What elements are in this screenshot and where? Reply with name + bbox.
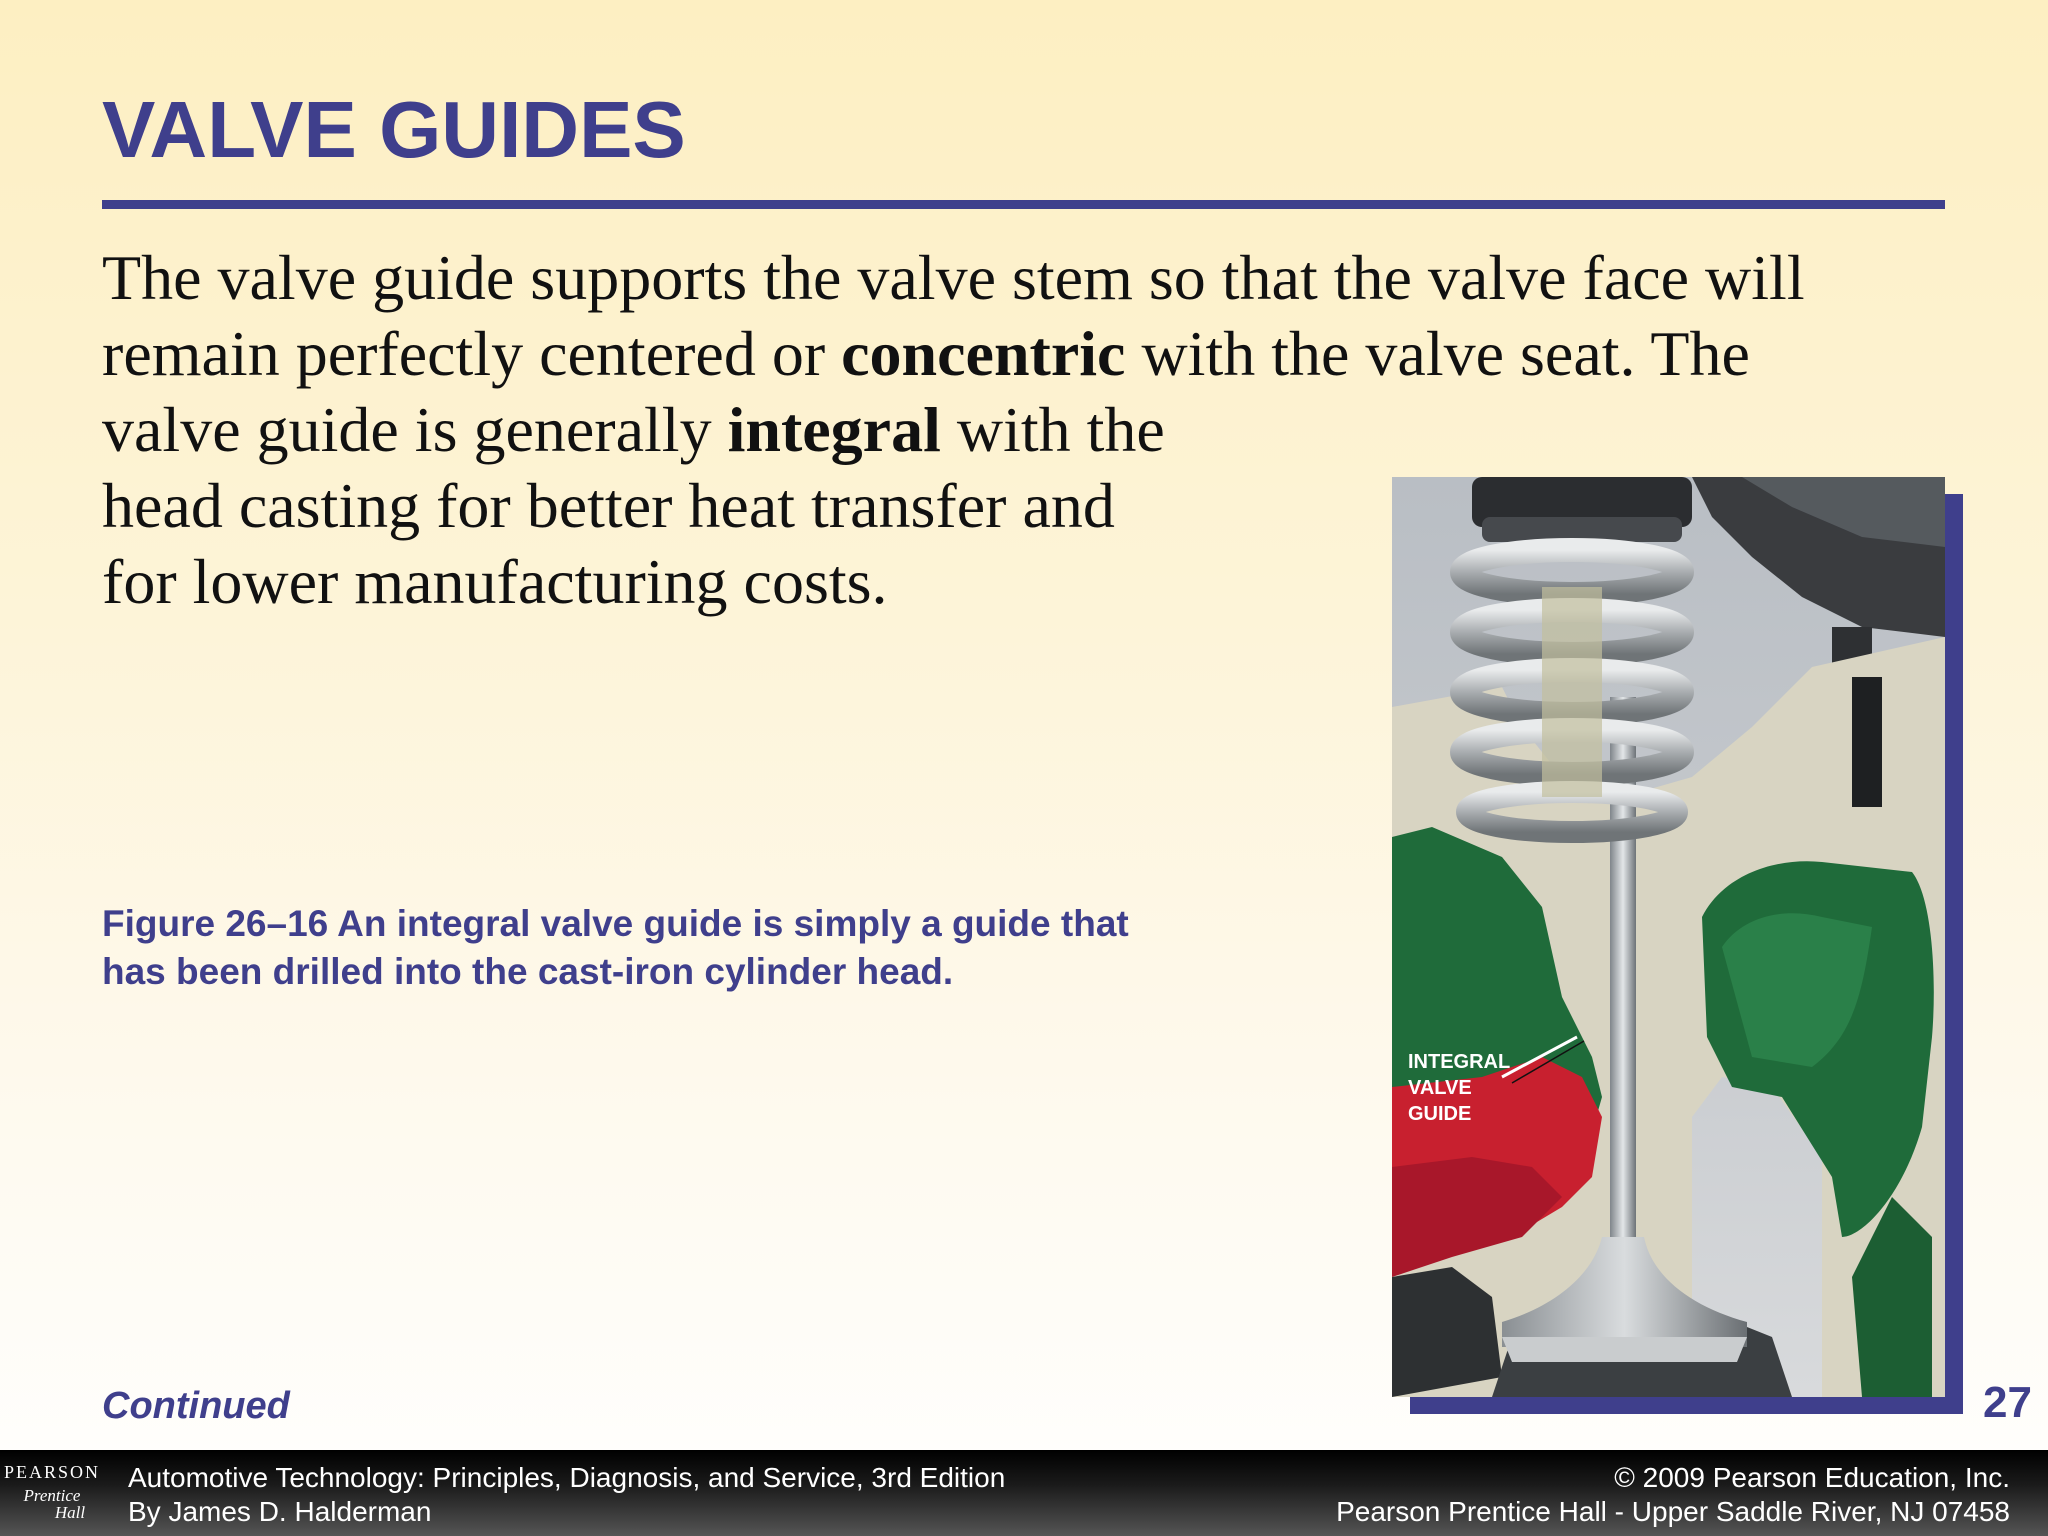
logo-text: Prentice	[23, 1486, 81, 1505]
logo-text: Hall	[54, 1503, 86, 1522]
paragraph-text: remain perfectly centered or	[102, 318, 842, 389]
paragraph-text: with the	[940, 394, 1165, 465]
book-title: Automotive Technology: Principles, Diagnosis, and Service, 3rd Edition	[128, 1462, 1006, 1493]
figure-caption: Figure 26–16 An integral valve guide is simply a guide that has been drilled into the cast-iron cylinder head.	[102, 903, 1129, 992]
paragraph-line-3	[102, 392, 1165, 468]
cylinder-head-cutaway-illustration	[1392, 477, 1945, 1397]
paragraph-line-5: for lower manufacturing costs.	[102, 546, 888, 617]
publisher: Pearson Prentice Hall - Upper Saddle River, NJ 07458	[1336, 1496, 2010, 1527]
valve-guide-photo	[1392, 477, 1945, 1397]
paragraph-line-2	[102, 316, 1750, 392]
figure-label-line: GUIDE	[1408, 1103, 1472, 1125]
pearson-prentice-hall-logo	[0, 1458, 104, 1536]
author: By James D. Halderman	[128, 1496, 432, 1527]
paragraph-line-4: head casting for better heat transfer and	[102, 470, 1115, 541]
term-concentric: concentric	[841, 318, 1126, 389]
footer-bar	[0, 1450, 2048, 1536]
paragraph-line-1: The valve guide supports the valve stem so that the valve face will	[102, 242, 1805, 313]
paragraph-text: with the valve seat. The	[1125, 318, 1750, 389]
copyright: © 2009 Pearson Education, Inc.	[1614, 1462, 2010, 1493]
slide-title: VALVE GUIDES	[102, 85, 686, 174]
paragraph-text: valve guide is generally	[102, 394, 728, 465]
continued-label: Continued	[102, 1385, 290, 1427]
term-integral: integral	[727, 394, 941, 465]
figure-label-line: INTEGRAL	[1408, 1051, 1511, 1073]
integral-valve-guide-label	[1408, 1049, 1510, 1127]
title-divider	[102, 200, 1945, 209]
figure-label-line: VALVE	[1408, 1077, 1472, 1099]
logo-text: PEARSON	[3, 1462, 101, 1482]
page-number: 27	[1983, 1378, 2032, 1427]
